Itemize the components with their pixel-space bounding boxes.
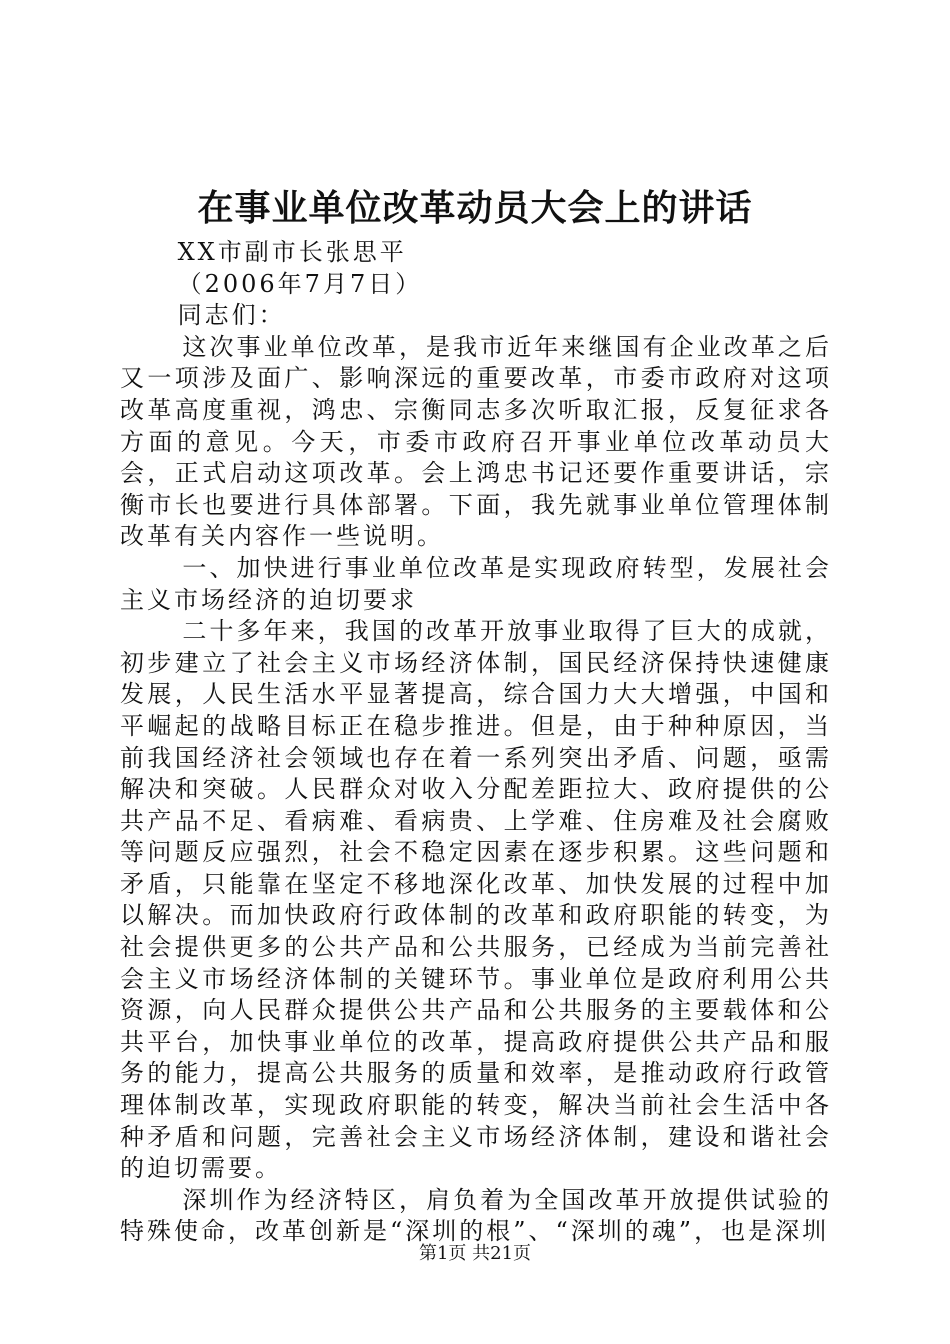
salutation: 同志们： bbox=[177, 301, 286, 330]
page-footer: 第1页 共21页 bbox=[418, 1243, 532, 1264]
paragraph: 二十多年来，我国的改革开放事业取得了巨大的成就，初步建立了社会主义市场经济体制，国民经济保持快速健康发展，人民生活水平显著提高，综合国力大大增强，中国和平崛起的战略目标正在稳步推进。但是，由于种种原因，当前我国经济社会领域也存在着一系列突出矛盾、问题，亟需解决和突破。人民群众对收入分配差距拉大、政府提供的公共产品不足、看病难、看病贵、上学难、住房难及社会腐败等问题反应强烈，社会不稳定因素在逐步积累。这些问题和矛盾，只能靠在坚定不移地深化改革、加快发展的过程中加以解决。而加快政府行政体制的改革和政府职能的转变，为社会提供更多的公共产品和公共服务，已经成为当前完善社会主义市场经济体制的关键环节。事业单位是政府利用公共资源，向人民群众提供公共产品和公共服务的主要载体和公共平台，加快事业单位的改革，提高政府提供公共产品和服务的能力，提高公共服务的质量和效率，是推动政府行政管理体制改革，实现政府职能的转变，解决当前社会生活中各种矛盾和问题，完善社会主义市场经济体制，建设和谐社会的迫切需要。 bbox=[120, 617, 832, 1183]
paragraph: 这次事业单位改革，是我市近年来继国有企业改革之后又一项涉及面广、影响深远的重要改革，市委市政府对这项改革高度重视，鸿忠、宗衡同志多次听取汇报，反复征求各方面的意见。今天，市委市政府召开事业单位改革动员大会，正式启动这项改革。会上鸿忠书记还要作重要讲话，宗衡市长也要进行具体部署。下面，我先就事业单位管理体制改革有关内容作一些说明。 bbox=[120, 332, 832, 551]
speaker-line: XX市副市长张思平 bbox=[177, 238, 407, 266]
document-title: 在事业单位改革动员大会上的讲话 bbox=[197, 187, 753, 229]
date-line: （2006年7月7日） bbox=[177, 269, 423, 298]
paragraph: 深圳作为经济特区，肩负着为全国改革开放提供试验的特殊使命，改革创新是“深圳的根”、“深圳的魂”，也是深圳 bbox=[120, 1185, 832, 1246]
document-body bbox=[120, 237, 832, 1248]
section-heading: 一、加快进行事业单位改革是实现政府转型，发展社会主义市场经济的迫切要求 bbox=[120, 553, 832, 614]
